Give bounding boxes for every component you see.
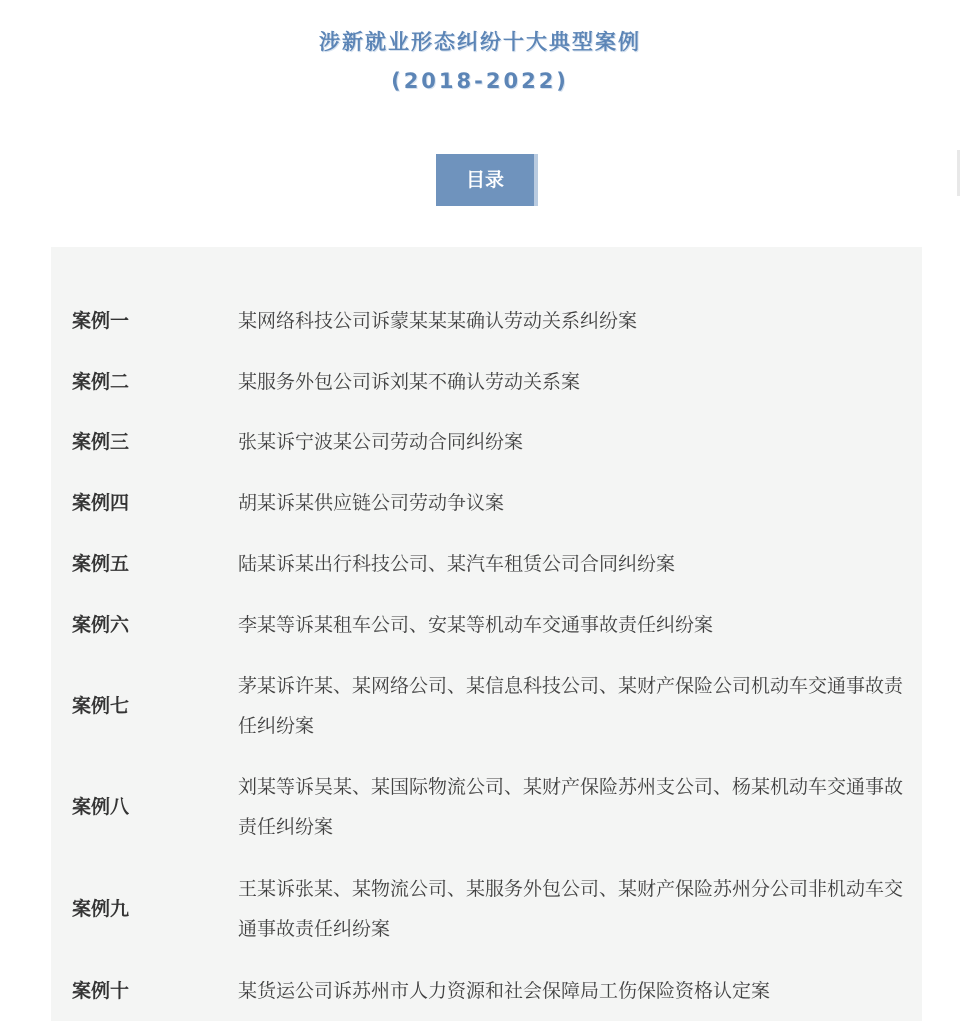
case-list	[51, 247, 922, 1021]
case-title[interactable]: 王某诉张某、某物流公司、某服务外包公司、某财产保险苏州分公司非机动车交通事故责任纠纷案	[238, 878, 904, 940]
page-subtitle: (2018-2022)	[391, 69, 569, 93]
case-title[interactable]: 某货运公司诉苏州市人力资源和社会保障局工伤保险资格认定案	[238, 980, 771, 1002]
toc-badge-label: 目录	[436, 154, 534, 206]
case-title[interactable]: 某网络科技公司诉蒙某某某确认劳动关系纠纷案	[238, 310, 638, 332]
case-label: 案例五	[72, 553, 130, 575]
page-title: 涉新就业形态纠纷十大典型案例	[319, 30, 641, 54]
page-header	[0, 26, 960, 97]
toc-badge	[436, 154, 538, 206]
case-title[interactable]: 某服务外包公司诉刘某不确认劳动关系案	[238, 371, 581, 393]
case-title[interactable]: 刘某等诉吴某、某国际物流公司、某财产保险苏州支公司、杨某机动车交通事故责任纠纷案	[238, 776, 904, 838]
case-label: 案例八	[72, 796, 130, 818]
case-label: 案例一	[72, 310, 130, 332]
case-title[interactable]: 胡某诉某供应链公司劳动争议案	[238, 492, 505, 514]
case-label: 案例四	[72, 492, 130, 514]
case-label: 案例六	[72, 614, 130, 636]
case-label: 案例九	[72, 898, 130, 920]
toc-badge-accent	[534, 154, 538, 206]
case-label: 案例二	[72, 371, 130, 393]
case-title[interactable]: 陆某诉某出行科技公司、某汽车租赁公司合同纠纷案	[238, 553, 676, 575]
case-title[interactable]: 张某诉宁波某公司劳动合同纠纷案	[238, 431, 524, 453]
case-label: 案例七	[72, 695, 130, 717]
case-title[interactable]: 李某等诉某租车公司、安某等机动车交通事故责任纠纷案	[238, 614, 714, 636]
case-label: 案例三	[72, 431, 130, 453]
case-label: 案例十	[72, 980, 130, 1002]
case-title[interactable]: 茅某诉许某、某网络公司、某信息科技公司、某财产保险公司机动车交通事故责任纠纷案	[238, 675, 904, 737]
